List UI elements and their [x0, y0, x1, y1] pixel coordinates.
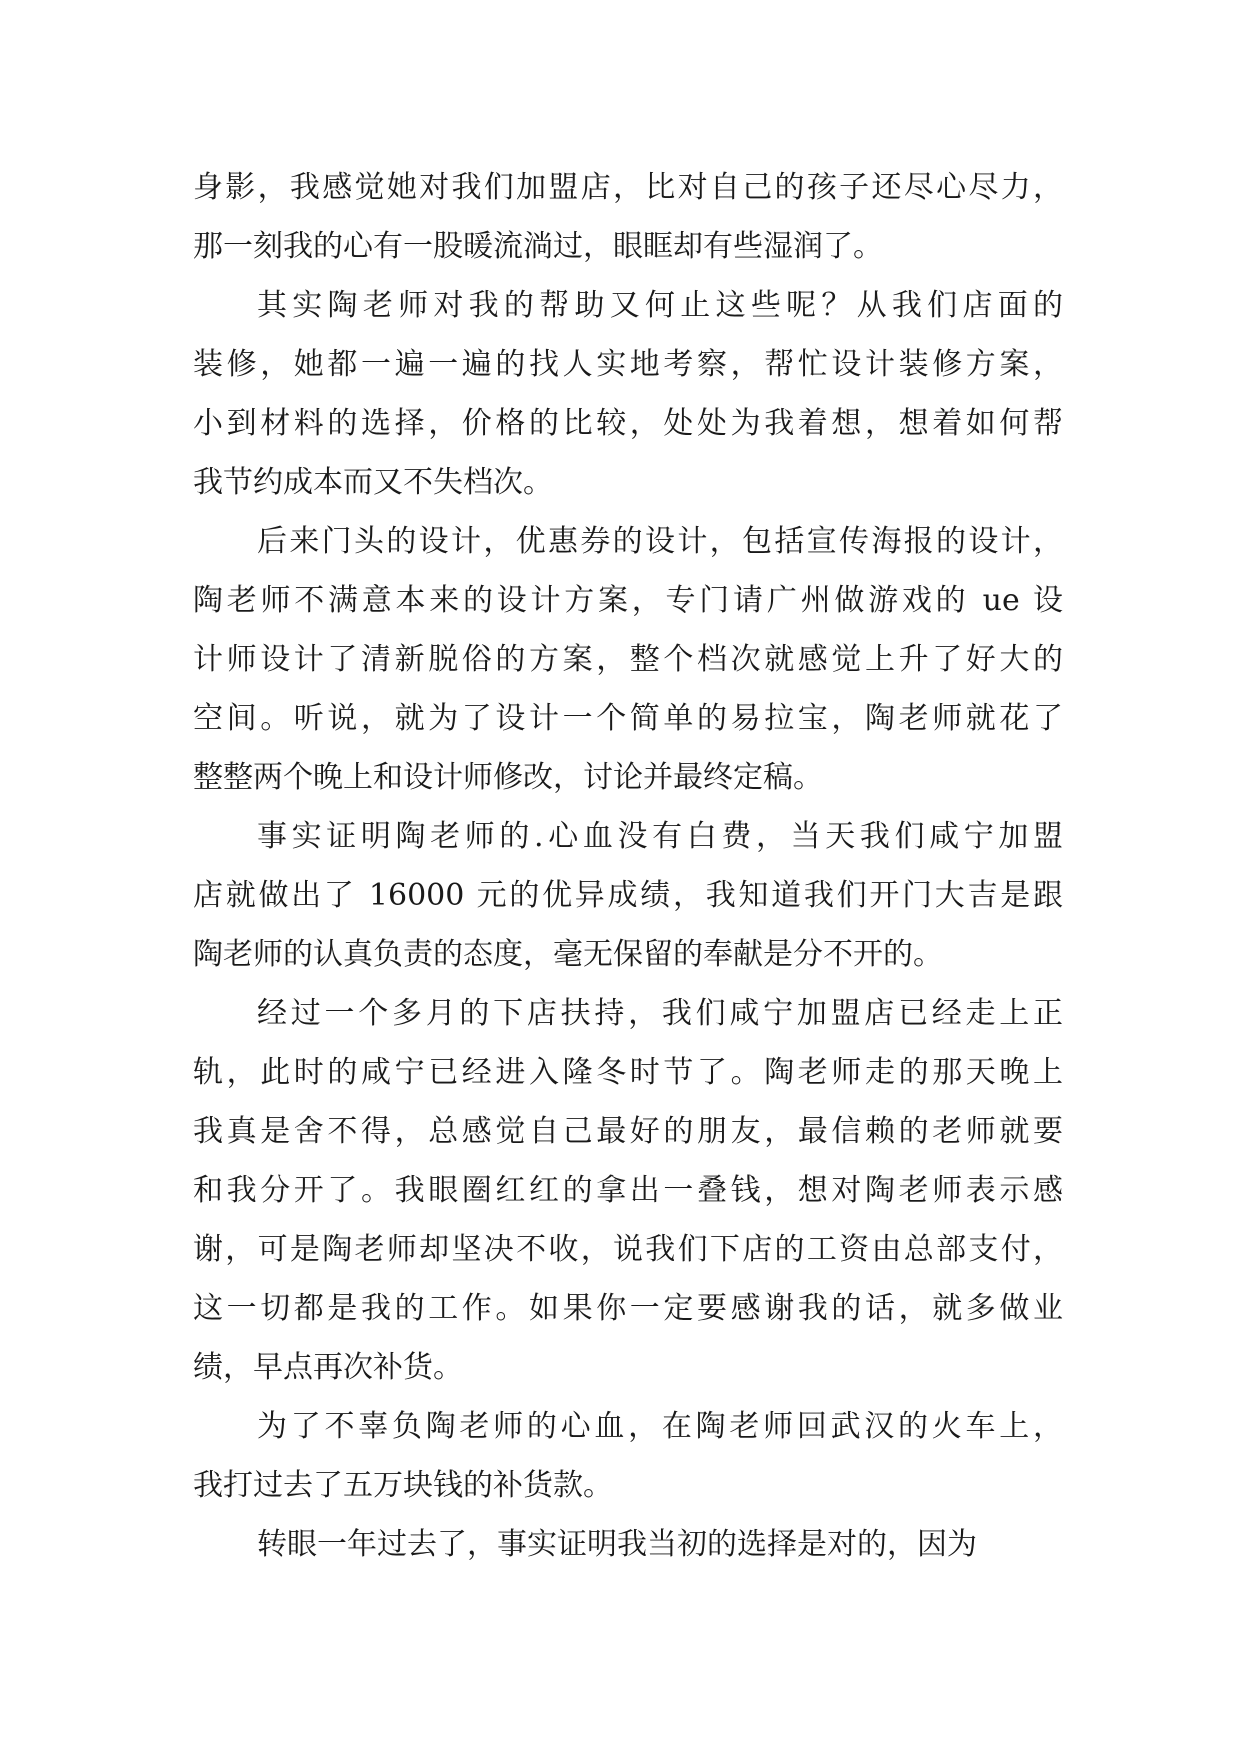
- text-line: 计师设计了清新脱俗的方案，整个档次就感觉上升了好大的: [193, 642, 1063, 677]
- text-line: 和我分开了。我眼圈红红的拿出一叠钱，想对陶老师表示感: [193, 1173, 1063, 1208]
- text-line: 陶老师不满意本来的设计方案，专门请广州做游戏的 ue 设: [193, 583, 1063, 618]
- paragraph: [193, 158, 1063, 276]
- text-line: 轨，此时的咸宁已经进入隆冬时节了。陶老师走的那天晚上: [193, 1055, 1063, 1090]
- text-line: 我打过去了五万块钱的补货款。: [193, 1468, 613, 1503]
- text-line: 身影，我感觉她对我们加盟店，比对自己的孩子还尽心尽力，: [193, 170, 1063, 205]
- paragraph: [193, 1515, 1063, 1574]
- text-line: 后来门头的设计，优惠券的设计，包括宣传海报的设计，: [257, 524, 1063, 559]
- text-line: 转眼一年过去了，事实证明我当初的选择是对的，因为: [257, 1527, 977, 1562]
- text-line: 事实证明陶老师的.心血没有白费，当天我们咸宁加盟: [257, 819, 1063, 854]
- text-line: 我节约成本而又不失档次。: [193, 465, 553, 500]
- text-line: 经过一个多月的下店扶持，我们咸宁加盟店已经走上正: [257, 996, 1063, 1031]
- text-line: 为了不辜负陶老师的心血，在陶老师回武汉的火车上，: [257, 1409, 1063, 1444]
- text-line: 店就做出了 16000 元的优异成绩，我知道我们开门大吉是跟: [193, 878, 1063, 913]
- text-line: 绩，早点再次补货。: [193, 1350, 463, 1385]
- text-line: 这一切都是我的工作。如果你一定要感谢我的话，就多做业: [193, 1291, 1063, 1326]
- paragraph: [193, 807, 1063, 984]
- paragraph: [193, 276, 1063, 512]
- text-line: 我真是舍不得，总感觉自己最好的朋友，最信赖的老师就要: [193, 1114, 1063, 1149]
- text-line: 小到材料的选择，价格的比较，处处为我着想，想着如何帮: [193, 406, 1063, 441]
- paragraph: [193, 512, 1063, 807]
- text-line: 谢，可是陶老师却坚决不收，说我们下店的工资由总部支付，: [193, 1232, 1063, 1267]
- text-line: 整整两个晚上和设计师修改，讨论并最终定稿。: [193, 760, 823, 795]
- text-line: 陶老师的认真负责的态度，毫无保留的奉献是分不开的。: [193, 937, 943, 972]
- document-body: [193, 158, 1063, 1574]
- text-line: 那一刻我的心有一股暖流淌过，眼眶却有些湿润了。: [193, 229, 883, 264]
- text-line: 空间。听说，就为了设计一个简单的易拉宝，陶老师就花了: [193, 701, 1063, 736]
- paragraph: [193, 984, 1063, 1397]
- text-line: 其实陶老师对我的帮助又何止这些呢？从我们店面的: [257, 288, 1063, 323]
- paragraph: [193, 1397, 1063, 1515]
- text-line: 装修，她都一遍一遍的找人实地考察，帮忙设计装修方案，: [193, 347, 1063, 382]
